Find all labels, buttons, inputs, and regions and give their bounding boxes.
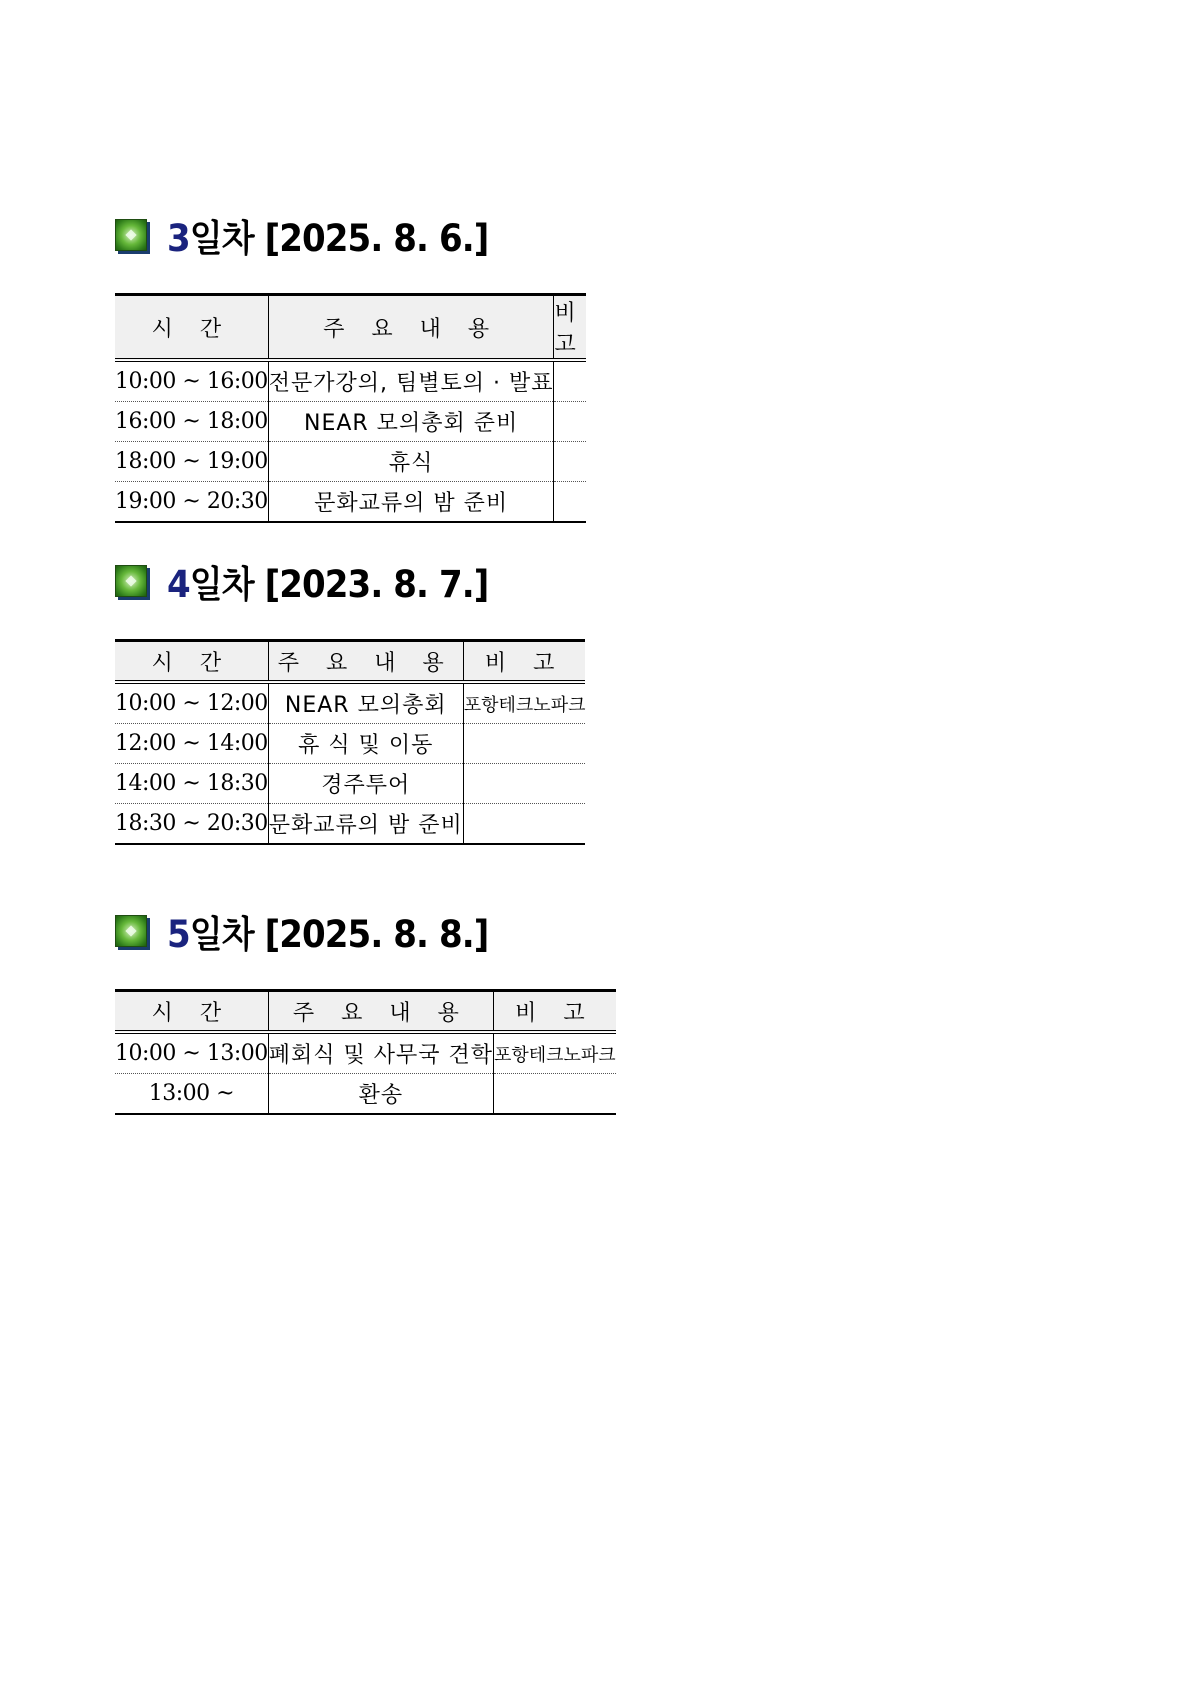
row-content: NEAR 모의총회 준비 <box>268 402 554 442</box>
row-content: 문화교류의 밤 준비 <box>268 482 554 523</box>
row-note: 포항테크노파크 <box>463 682 585 724</box>
day-3-label: 일차 [2025. 8. 6.] <box>189 217 489 260</box>
header-content: 주 요 내 용 <box>268 295 554 361</box>
row-note <box>463 724 585 764</box>
table-row <box>115 804 585 845</box>
day-3-number: 3 <box>167 217 190 260</box>
table-row <box>115 682 585 724</box>
day-3-schedule-table <box>115 293 586 523</box>
row-note <box>554 402 586 442</box>
table-row <box>115 360 586 402</box>
row-note <box>554 482 586 523</box>
row-time: 16:00 ~ 18:00 <box>115 402 268 442</box>
header-note: 비 고 <box>554 295 586 361</box>
row-time: 13:00 ~ <box>115 1074 268 1115</box>
table-header-row <box>115 295 586 361</box>
day-5-schedule-table <box>115 989 616 1115</box>
day-4-number: 4 <box>167 563 190 606</box>
day-5-section <box>115 901 616 1108</box>
day-3-section <box>115 205 586 516</box>
header-time: 시 간 <box>115 991 268 1033</box>
header-content: 주 요 내 용 <box>268 991 493 1033</box>
row-time: 19:00 ~ 20:30 <box>115 482 268 523</box>
table-row <box>115 1032 616 1074</box>
row-time: 10:00 ~ 13:00 <box>115 1032 268 1074</box>
square-bullet-icon <box>115 219 147 251</box>
row-content: 휴식 <box>268 442 554 482</box>
table-row <box>115 442 586 482</box>
row-time: 14:00 ~ 18:30 <box>115 764 268 804</box>
day-4-title <box>167 554 488 608</box>
header-note: 비 고 <box>463 641 585 683</box>
row-content: 경주투어 <box>268 764 463 804</box>
table-row <box>115 402 586 442</box>
day-3-heading <box>115 205 516 265</box>
table-header-row <box>115 991 616 1033</box>
day-5-title <box>167 904 488 958</box>
header-time: 시 간 <box>115 295 268 361</box>
table-header-row <box>115 641 585 683</box>
table-row <box>115 764 585 804</box>
header-time: 시 간 <box>115 641 268 683</box>
row-note <box>463 764 585 804</box>
row-note: 포항테크노파크 <box>493 1032 615 1074</box>
day-4-schedule-table <box>115 639 585 845</box>
day-4-label: 일차 [2023. 8. 7.] <box>189 563 489 606</box>
row-content: 폐회식 및 사무국 견학 <box>268 1032 493 1074</box>
row-time: 12:00 ~ 14:00 <box>115 724 268 764</box>
day-5-number: 5 <box>167 913 190 956</box>
row-time: 10:00 ~ 12:00 <box>115 682 268 724</box>
row-content: NEAR 모의총회 <box>268 682 463 724</box>
table-row <box>115 482 586 523</box>
row-time: 10:00 ~ 16:00 <box>115 360 268 402</box>
row-time: 18:00 ~ 19:00 <box>115 442 268 482</box>
day-4-section <box>115 551 586 838</box>
row-note <box>463 804 585 845</box>
table-row <box>115 724 585 764</box>
square-bullet-icon <box>115 565 147 597</box>
row-content: 문화교류의 밤 준비 <box>268 804 463 845</box>
day-3-title <box>167 208 488 262</box>
square-bullet-icon <box>115 915 147 947</box>
row-note <box>554 360 586 402</box>
day-5-heading <box>115 901 516 961</box>
row-note <box>493 1074 615 1115</box>
day-5-label: 일차 [2025. 8. 8.] <box>189 913 489 956</box>
day-4-heading <box>115 551 516 611</box>
row-content: 휴 식 및 이동 <box>268 724 463 764</box>
header-note: 비 고 <box>493 991 615 1033</box>
row-content: 전문가강의, 팀별토의 · 발표 <box>268 360 554 402</box>
table-row <box>115 1074 616 1115</box>
row-time: 18:30 ~ 20:30 <box>115 804 268 845</box>
header-content: 주 요 내 용 <box>268 641 463 683</box>
row-note <box>554 442 586 482</box>
row-content: 환송 <box>268 1074 493 1115</box>
